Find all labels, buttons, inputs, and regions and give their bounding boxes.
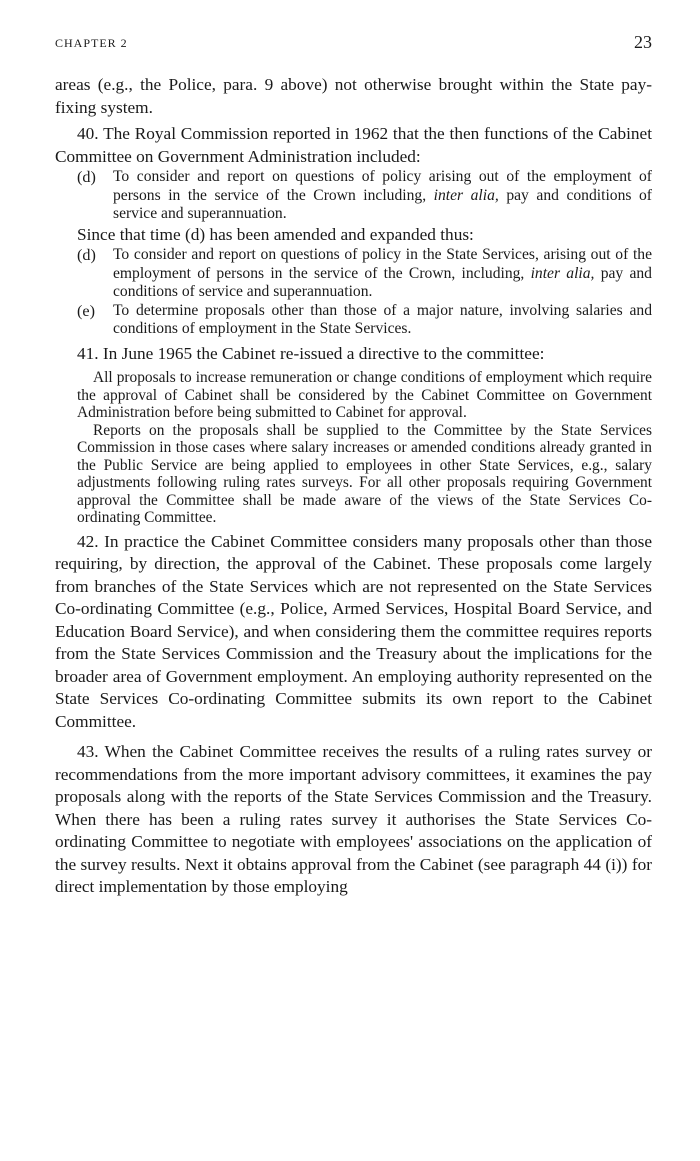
directive-quote-2: Reports on the proposals shall be supplied to the Committee by the State Services Commission in those cases where salary increases or amended conditions already granted in the Public Service are being applied to employees in other State Services, e.g., salary adjustments following ruling rates surveys. For all other proposals requiring Government approval the Committee shall be made aware of the views of the State Services Co-ordinating Committee. — [77, 421, 652, 526]
paragraph-42: 42. In practice the Cabinet Committee considers many proposals other than those requiring, by direction, the approval of the Cabinet. These proposals come largely from branches of the State Services which are not represented on the State Services Co-ordinating Committee (e.g., Police, Armed Services, Hospital Board Service, and Education Board Service), and when considering them the committee requires reports from the State Services Commission and the Treasury about the implications for the broader area of Government employment. An employing authority represented on the State Services Co-ordinating Committee submits its own report to the Cabinet Committee. — [55, 531, 652, 731]
directive-quote-1: All proposals to increase remuneration or change conditions of employment which require the approval of Cabinet shall be considered by the Cabinet Committee on Government Administration before being submitted to Cabinet for approval. — [77, 369, 652, 421]
list-item-d-amended — [77, 246, 652, 302]
italic-phrase: inter alia, — [433, 186, 499, 204]
list-item-e — [77, 302, 652, 339]
since-line: Since that time (d) has been amended and expanded thus: — [77, 224, 474, 244]
list-text: To consider and report on questions of policy arising out of the employment of persons in the service of the Crown including, inter alia, pay and conditions of service and superannuation. — [113, 168, 652, 222]
paragraph-continuation: areas (e.g., the Police, para. 9 above) not otherwise brought within the State pay-fixing system. — [55, 75, 652, 117]
list-label: (d) — [77, 168, 96, 186]
italic-phrase: inter alia, — [530, 264, 595, 282]
chapter-heading: CHAPTER 2 — [55, 36, 128, 50]
paragraph-40: 40. The Royal Commission reported in 1962 that the then functions of the Cabinet Committee on Government Administration included: — [55, 124, 652, 166]
list-label: (d) — [77, 246, 96, 264]
list-text: To consider and report on questions of policy in the State Services, arising out of the employment of persons in the service of the Crown, including, inter alia, pay and conditions of service and superannuation. — [113, 246, 652, 300]
paragraph-43: 43. When the Cabinet Committee receives the results of a ruling rates survey or recommendations from the more important advisory committees, it examines the pay proposals along with the reports of the State Services Commission and the Treasury. When there has been a ruling rates survey it authorises the State Services Co-ordinating Committee to negotiate with employees' associations on the application of the survey results. Next it obtains approval from the Cabinet (see paragraph 44 (i)) for direct implementation by those employing — [55, 742, 652, 896]
paragraph-41: 41. In June 1965 the Cabinet re-issued a directive to the committee: — [77, 343, 545, 363]
list-label: (e) — [77, 301, 95, 320]
list-item-d-original — [77, 168, 652, 224]
list-text: To determine proposals other than those of a major nature, involving salaries and conditions of employment in the State Services. — [113, 301, 652, 337]
page-body — [55, 74, 652, 899]
page-header — [55, 32, 652, 56]
page-number: 23 — [634, 32, 652, 52]
